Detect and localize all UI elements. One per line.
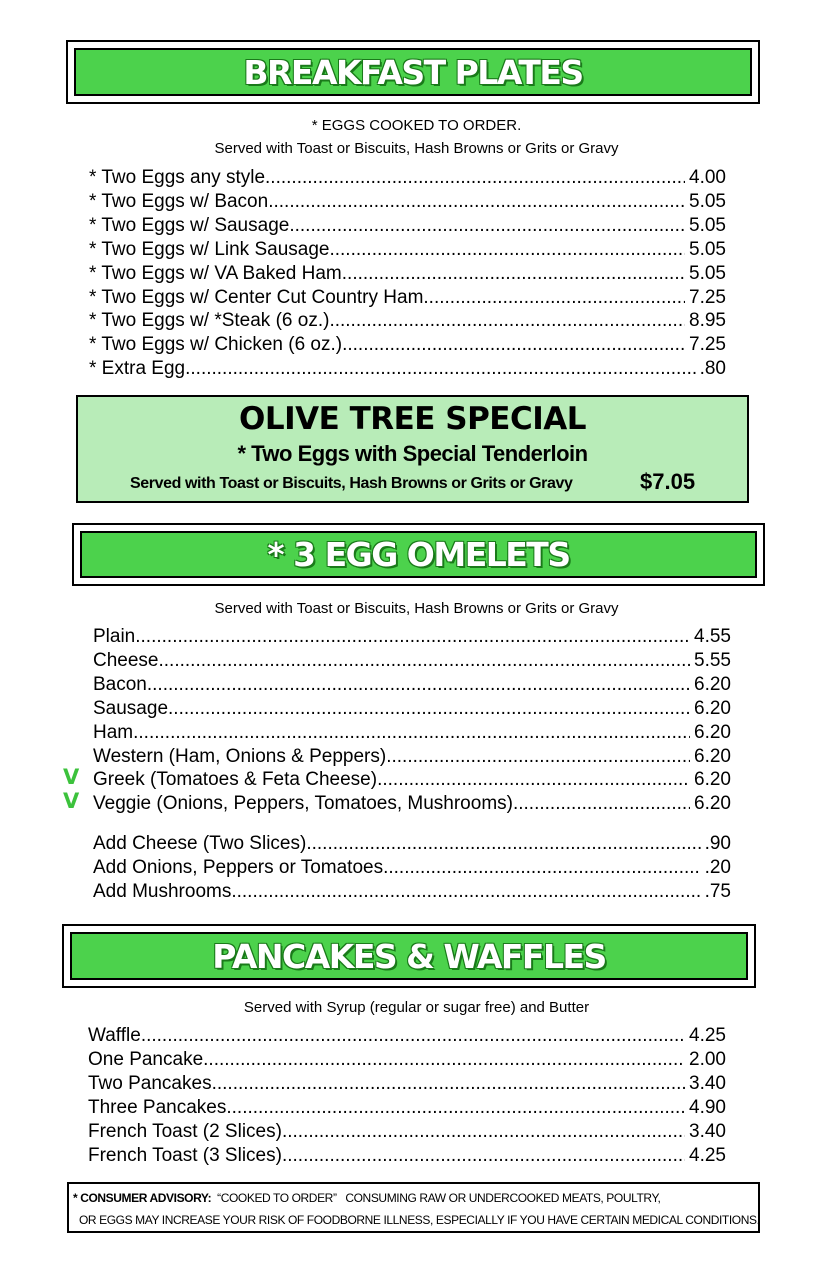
advisory-text-1: CONSUMING RAW OR UNDERCOOKED MEATS, POULTRY,: [345, 1191, 661, 1205]
menu-item: * Extra Egg ..... .80: [89, 357, 726, 381]
menu-item: Western (Ham, Onions & Peppers) ..... 6.20: [93, 745, 731, 769]
menu-item: Three Pancakes ..... 4.90: [88, 1096, 726, 1120]
pancakes-menu: [88, 1024, 726, 1167]
breakfast-note-eggs: * EGGS COOKED TO ORDER.: [311, 117, 522, 134]
menu-item: Plain ..... 4.55: [93, 625, 731, 649]
pancakes-title: PANCAKES & WAFFLES: [212, 936, 606, 976]
olive-tree-special-box: [76, 395, 749, 503]
menu-item: French Toast (3 Slices) ..... 4.25: [88, 1144, 726, 1168]
advisory-quote: “COOKED TO ORDER”: [217, 1191, 337, 1205]
special-title: OLIVE TREE SPECIAL: [238, 401, 586, 437]
omelets-note: Served with Toast or Biscuits, Hash Browns or Grits or Gravy: [214, 600, 619, 617]
menu-item: * Two Eggs w/ Center Cut Country Ham ..... 7.25: [89, 286, 726, 310]
menu-item: * Two Eggs w/ Chicken (6 oz.) ..... 7.25: [89, 333, 726, 357]
addon-item: Add Onions, Peppers or Tomatoes ..... .20: [93, 856, 731, 880]
breakfast-note-served: Served with Toast or Biscuits, Hash Browns or Grits or Gravy: [214, 140, 619, 157]
menu-item: Two Pancakes ..... 3.40: [88, 1072, 726, 1096]
pancakes-banner-fill: [70, 932, 748, 980]
omelets-addons: [93, 832, 731, 904]
pancakes-banner: [62, 924, 756, 988]
menu-item: * Two Eggs w/ Sausage ..... 5.05: [89, 214, 726, 238]
omelets-menu: [93, 625, 731, 816]
vegetarian-mark: V: [63, 789, 80, 813]
advisory-line-1: [73, 1191, 660, 1205]
consumer-advisory: [67, 1182, 760, 1233]
menu-item: * Two Eggs w/ VA Baked Ham ..... 5.05: [89, 262, 726, 286]
breakfast-menu: [89, 166, 726, 381]
menu-item: One Pancake ..... 2.00: [88, 1048, 726, 1072]
menu-item: * Two Eggs w/ Bacon ..... 5.05: [89, 190, 726, 214]
addon-item: Add Mushrooms ..... .75: [93, 880, 731, 904]
menu-item: French Toast (2 Slices) ..... 3.40: [88, 1120, 726, 1144]
omelets-title: * 3 EGG OMELETS: [267, 535, 570, 574]
breakfast-banner-fill: [74, 48, 752, 96]
menu-item: * Two Eggs any style ..... 4.00: [89, 166, 726, 190]
menu-item: Ham ..... 6.20: [93, 721, 731, 745]
breakfast-banner: [66, 40, 760, 104]
menu-item: Bacon ..... 6.20: [93, 673, 731, 697]
menu-item: Sausage ..... 6.20: [93, 697, 731, 721]
menu-item: Greek (Tomatoes & Feta Cheese) ..... 6.20: [93, 768, 731, 792]
breakfast-title: BREAKFAST PLATES: [243, 52, 583, 92]
special-subtitle: * Two Eggs with Special Tenderloin: [237, 441, 588, 466]
addon-item: Add Cheese (Two Slices) ..... .90: [93, 832, 731, 856]
vegetarian-mark: V: [63, 765, 80, 789]
advisory-text-2: OR EGGS MAY INCREASE YOUR RISK OF FOODBORNE ILLNESS, ESPECIALLY IF YOU HAVE CERTAIN MEDICAL CONDITIONS.: [79, 1213, 760, 1227]
advisory-label: * CONSUMER ADVISORY:: [73, 1191, 212, 1205]
menu-item: * Two Eggs w/ Link Sausage ..... 5.05: [89, 238, 726, 262]
omelets-banner-fill: [80, 531, 757, 578]
menu-item: * Two Eggs w/ *Steak (6 oz.) ..... 8.95: [89, 309, 726, 333]
omelets-banner: [72, 523, 765, 586]
pancakes-note: Served with Syrup (regular or sugar free) and Butter: [243, 999, 590, 1016]
special-price: $7.05: [640, 469, 696, 494]
menu-item: Cheese ..... 5.55: [93, 649, 731, 673]
menu-item: Veggie (Onions, Peppers, Tomatoes, Mushrooms) ..... 6.20: [93, 792, 731, 816]
menu-item: Waffle ..... 4.25: [88, 1024, 726, 1048]
special-served: Served with Toast or Biscuits, Hash Browns or Grits or Gravy: [130, 475, 573, 492]
